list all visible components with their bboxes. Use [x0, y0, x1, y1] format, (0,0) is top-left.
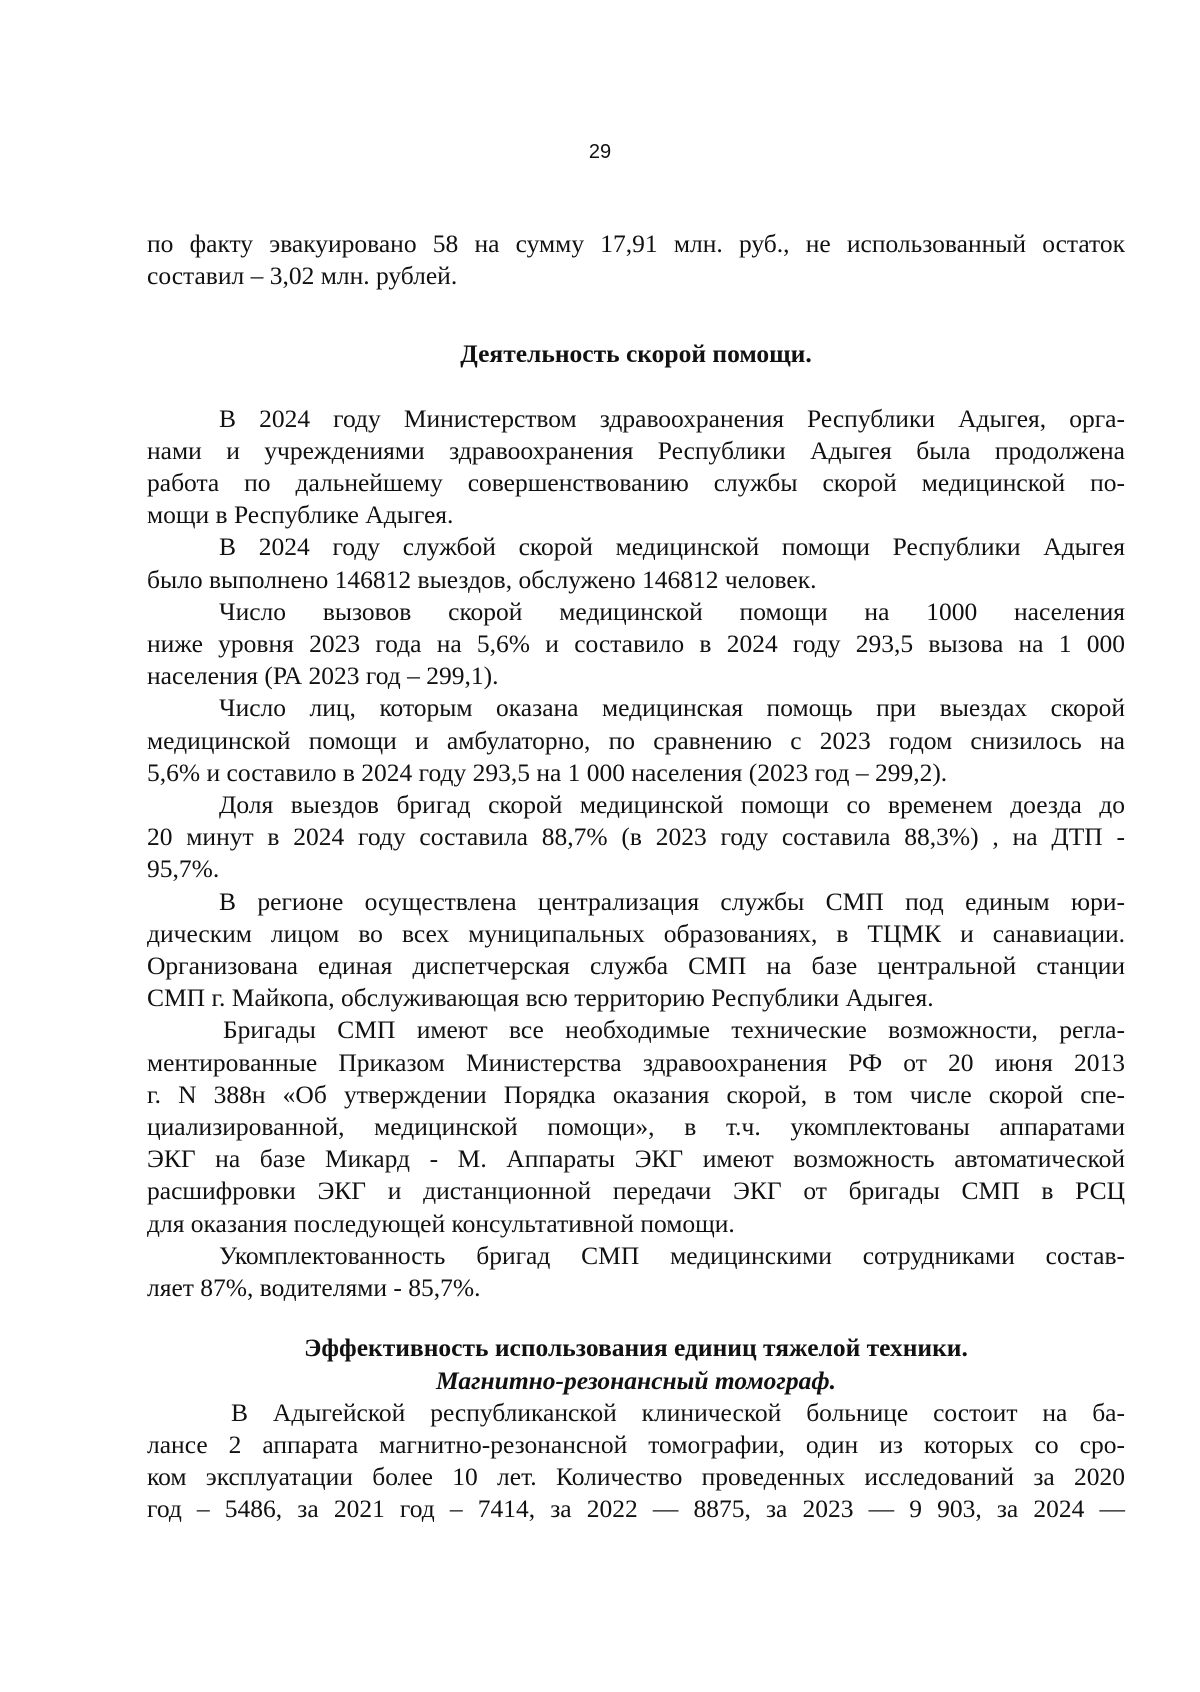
text-line: 95,7%.	[147, 854, 220, 884]
text-line: ниже уровня 2023 года на 5,6% и составило в 2024 году 293,5 вызова на 1 000	[147, 629, 1125, 659]
section-subheading: Магнитно-резонансный томограф.	[436, 1365, 836, 1395]
text-line: год – 5486, за 2021 год – 7414, за 2022 — 8875, за 2023 — 9 903, за 2024 —	[147, 1494, 1125, 1524]
text-line: дическим лицом во всех муниципальных образованиях, в ТЦМК и санавиации.	[147, 918, 1125, 948]
paragraph	[147, 886, 1125, 1015]
paragraph	[147, 531, 1125, 595]
text-line: Число лиц, которым оказана медицинская помощь при выездах скорой	[219, 693, 1125, 723]
text-line: нами и учреждениями здравоохранения Республики Адыгея была продолжена	[147, 435, 1125, 465]
text-line: г. N 388н «Об утверждении Порядка оказания скорой, в том числе скорой спе-	[147, 1079, 1125, 1109]
text-line: ЭКГ на базе Микард - М. Аппараты ЭКГ имеют возможность автоматической	[147, 1144, 1125, 1174]
paragraph	[147, 1240, 1125, 1304]
text-line: В 2024 году службой скорой медицинской помощи Республики Адыгея	[219, 532, 1125, 562]
section-heading: Деятельность скорой помощи.	[460, 339, 812, 369]
text-line: по факту эвакуировано 58 на сумму 17,91 млн. руб., не использованный остаток	[147, 229, 1125, 258]
paragraph	[147, 403, 1125, 532]
page-number: 29	[588, 141, 612, 163]
text-line: ляет 87%, водителями - 85,7%.	[147, 1273, 481, 1303]
intro-paragraph	[147, 228, 1125, 292]
text-line: ком эксплуатации более 10 лет. Количество проведенных исследований за 2020	[147, 1462, 1125, 1492]
text-line: циализированной, медицинской помощи», в т.ч. укомплектованы аппаратами	[147, 1112, 1125, 1142]
text-line: СМП г. Майкопа, обслуживающая всю территорию Республики Адыгея.	[147, 983, 934, 1013]
text-line: Доля выездов бригад скорой медицинской помощи со временем доезда до	[219, 790, 1125, 820]
text-line: 20 минут в 2024 году составила 88,7% (в 2023 году составила 88,3%) , на ДТП -	[147, 822, 1125, 852]
text-line: работа по дальнейшему совершенствованию службы скорой медицинской по-	[147, 468, 1125, 498]
paragraph	[147, 1397, 1125, 1526]
text-line: медицинской помощи и амбулаторно, по сравнению с 2023 годом снизилось на	[147, 725, 1125, 755]
text-line: 5,6% и составило в 2024 году 293,5 на 1 000 населения (2023 год – 299,2).	[147, 757, 948, 787]
text-line: было выполнено 146812 выездов, обслужено 146812 человек.	[147, 564, 817, 594]
text-line: Бригады СМП имеют все необходимые технические возможности, регла-	[223, 1015, 1125, 1045]
text-line: Число вызовов скорой медицинской помощи на 1000 населения	[219, 596, 1125, 626]
text-line: лансе 2 аппарата магнитно-резонансной томографии, один из которых со сро-	[147, 1429, 1125, 1459]
section-heading: Эффективность использования единиц тяжелой техники.	[304, 1333, 968, 1363]
text-line: Организована единая диспетчерская служба СМП на базе центральной станции	[147, 951, 1125, 981]
text-line: расшифровки ЭКГ и дистанционной передачи ЭКГ от бригады СМП в РСЦ	[147, 1176, 1125, 1206]
text-line: составил – 3,02 млн. рублей.	[147, 261, 458, 291]
text-line: населения (РА 2023 год – 299,1).	[147, 661, 499, 691]
page-content	[147, 228, 1125, 1526]
text-line: ментированные Приказом Министерства здравоохранения РФ от 20 июня 2013	[147, 1047, 1125, 1077]
paragraph	[147, 596, 1125, 693]
text-line: для оказания последующей консультативной помощи.	[147, 1208, 735, 1238]
text-line: Укомплектованность бригад СМП медицинскими сотрудниками состав-	[219, 1240, 1125, 1270]
text-line: В Адыгейской республиканской клинической больнице состоит на ба-	[231, 1397, 1125, 1427]
text-line: В регионе осуществлена централизация службы СМП под единым юри-	[219, 886, 1125, 916]
text-line: В 2024 году Министерством здравоохранения Республики Адыгея, орга-	[219, 403, 1125, 433]
text-line: мощи в Республике Адыгея.	[147, 500, 454, 530]
paragraph	[147, 789, 1125, 886]
paragraph	[147, 1014, 1125, 1239]
paragraph	[147, 692, 1125, 789]
